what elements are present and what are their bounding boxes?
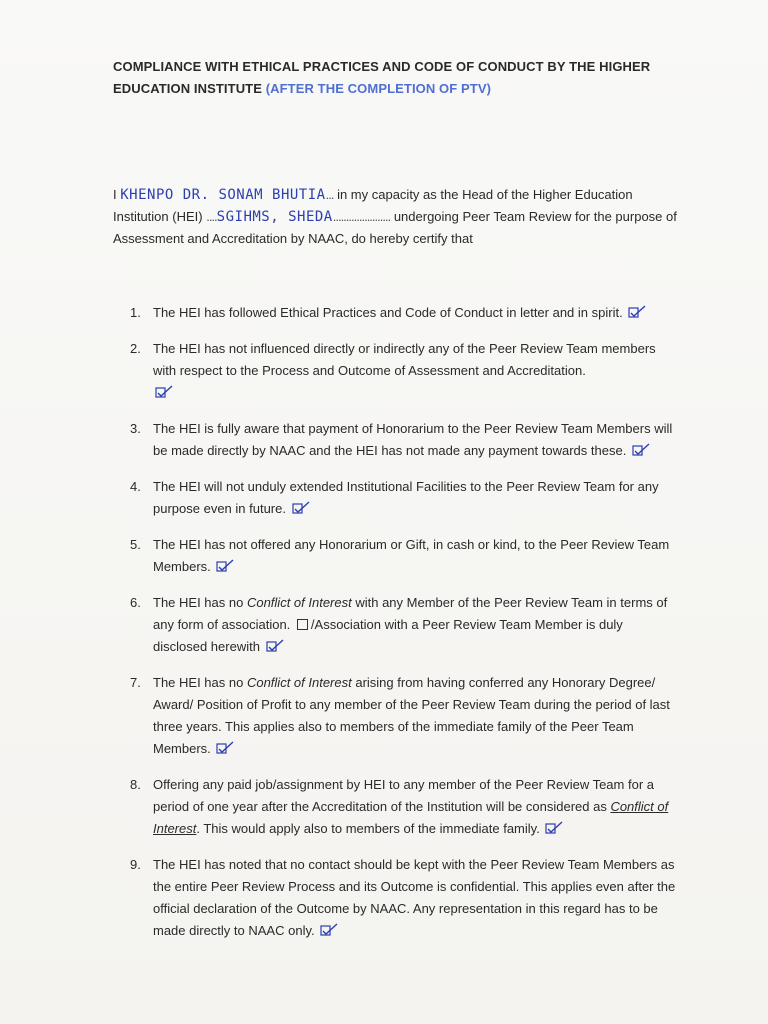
item-number: 9.	[130, 857, 141, 872]
list-item	[113, 672, 678, 760]
item-text-pre: The HEI has no	[153, 675, 247, 690]
list-item	[113, 418, 678, 462]
declaration-paragraph	[113, 184, 678, 250]
item-number: 5.	[130, 537, 141, 552]
item-number: 1.	[130, 305, 141, 320]
tick-mark-icon	[292, 500, 306, 514]
item-text-post: with any Member of the Peer Review Team in terms of any form of association.	[153, 595, 668, 632]
item-text: The HEI is fully aware that payment of Honorarium to the Peer Review Team Members will be made directly by NAAC and the HEI has not made any payment towards these.	[153, 421, 673, 458]
list-item	[113, 302, 678, 324]
hei-dots-after: ......................	[332, 209, 391, 224]
tick-mark-icon	[628, 304, 642, 318]
name-dots: ...	[325, 187, 334, 202]
declaration-text-1: in my capacity as the Head of the Higher Education Institution (HEI)	[113, 187, 633, 224]
item-text-post: . This would apply also to members of the immediate family.	[196, 821, 540, 836]
tick-mark-icon	[216, 740, 230, 754]
item-number: 8.	[130, 777, 141, 792]
handwritten-name: KHENPO DR. SONAM BHUTIA	[120, 187, 326, 203]
item-number: 4.	[130, 479, 141, 494]
item-text: The HEI will not unduly extended Institutional Facilities to the Peer Review Team for any purpose even in future.	[153, 479, 659, 516]
tick-mark-icon	[266, 638, 280, 652]
hei-dots-before: ....	[206, 209, 217, 224]
item-text-post-2: /Association with a Peer Review Team Member is duly disclosed herewith	[153, 617, 623, 654]
item-text: The HEI has noted that no contact should be kept with the Peer Review Team Members as the entire Peer Review Process and its Outcome is confidential. This applies even after the official declaration of the Outcome by NAAC. Any representation in this regard has to be made directly to NAAC only.	[153, 857, 676, 938]
declaration-text-2: undergoing Peer Team Review for the purpose of Assessment and Accreditation by NAAC, do hereby certify that	[113, 209, 677, 246]
heading-accent: (AFTER THE COMPLETION OF PTV)	[265, 81, 492, 96]
item-text: The HEI has followed Ethical Practices and Code of Conduct in letter and in spirit.	[153, 305, 623, 320]
item-text-pre: Offering any paid job/assignment by HEI to any member of the Peer Review Team for a period of one year after the Accreditation of the Institution will be considered as	[153, 777, 654, 814]
item-text-pre: The HEI has no	[153, 595, 247, 610]
item-number: 7.	[130, 675, 141, 690]
item-text-post: arising from having conferred any Honorary Degree/ Award/ Position of Profit to any member of the Peer Review Team during the period of last three years. This applies also to members of the immediate family of the Peer Team Members.	[153, 675, 670, 756]
item-text-emphasis: Conflict of Interest	[153, 799, 669, 836]
tick-mark-icon	[545, 820, 559, 834]
list-item	[113, 534, 678, 578]
empty-checkbox-icon	[297, 619, 308, 630]
item-text-emphasis: Conflict of Interest	[246, 675, 352, 690]
list-item	[113, 338, 678, 404]
item-text: The HEI has not influenced directly or indirectly any of the Peer Review Team members with respect to the Process and Outcome of Assessment and Accreditation.	[153, 341, 656, 378]
item-number: 2.	[130, 341, 141, 356]
item-number: 3.	[130, 421, 141, 436]
list-item	[113, 854, 678, 942]
tick-mark-icon	[155, 384, 169, 398]
declaration-prefix: I	[113, 187, 121, 202]
document-content	[113, 56, 678, 956]
list-item	[113, 774, 678, 840]
item-number: 6.	[130, 595, 141, 610]
handwritten-hei: SGIHMS, SHEDA	[216, 209, 333, 225]
item-text: The HEI has not offered any Honorarium or Gift, in cash or kind, to the Peer Review Team Members.	[153, 537, 670, 574]
heading-line-1: COMPLIANCE WITH ETHICAL PRACTICES AND CODE OF CONDUCT BY THE HIGHER	[113, 59, 651, 74]
item-text-emphasis: Conflict of Interest	[246, 595, 352, 610]
compliance-list	[113, 302, 678, 942]
heading-line-2: EDUCATION INSTITUTE	[113, 81, 266, 96]
tick-mark-icon	[216, 558, 230, 572]
tick-mark-icon	[632, 442, 646, 456]
tick-mark-icon	[320, 922, 334, 936]
list-item	[113, 592, 678, 658]
list-item	[113, 476, 678, 520]
document-heading	[113, 56, 678, 100]
